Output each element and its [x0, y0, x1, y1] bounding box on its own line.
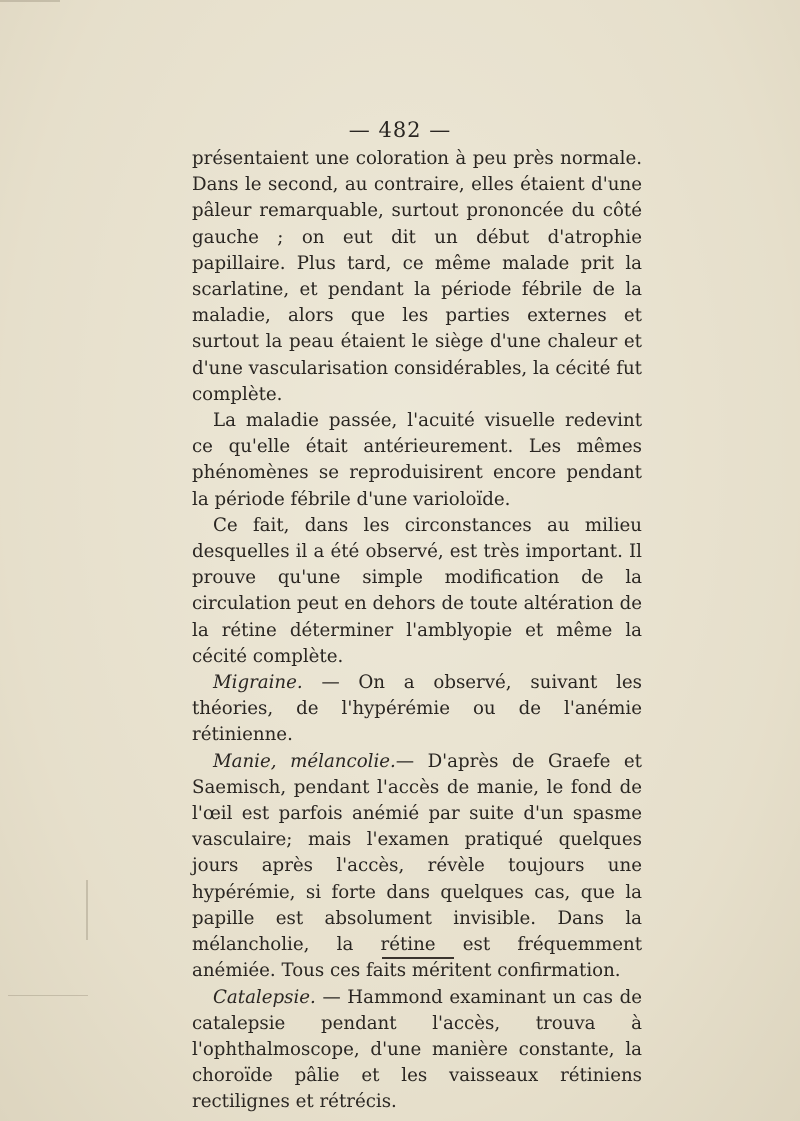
paragraph-migraine-text: — On a observé, suivant les théories, de l'hypérémie ou de l'anémie rétinienne. — [192, 672, 642, 746]
paragraph-2-text: La maladie passée, l'acuité visuelle redevint ce qu'elle était antérieurement. Les mêmes phénomènes se reproduisirent encore pendant la période fébrile d'une varioloïde. — [192, 410, 642, 510]
paragraph-1 — [192, 146, 642, 408]
paragraph-3-text: Ce fait, dans les circonstances au milieu desquelles il a été observé, est très important. Il prouve qu'une simple modification de la circulation peut en dehors de toute altération de la rétine déterminer l'amblyopie et même la cécité complète. — [192, 514, 642, 667]
paragraph-manie — [192, 749, 642, 985]
paragraph-1-text: présentaient une coloration à peu près normale. Dans le second, au contraire, elles étaient d'une pâleur remarquable, surtout prononcée du côté gauche ; on eut dit un début d'atrophie papillaire. Plus tard, ce même malade prit la scarlatine, et pendant la période fébrile de la maladie, alors que les parties externes et surtout la peau étaient le siège d'une chaleur et d'une vascularisation considérables, la cécité fut complète. — [192, 148, 642, 405]
body-text — [192, 146, 642, 1116]
heading-manie-melancolie: Manie, mélancolie. — [213, 750, 396, 772]
left-edge-dash — [8, 995, 88, 996]
paragraph-3 — [192, 513, 642, 670]
paragraph-catalepsie — [192, 985, 642, 1116]
end-rule — [382, 957, 454, 959]
paragraph-2 — [192, 408, 642, 513]
top-corner-mark — [0, 0, 60, 2]
heading-migraine: Migraine. — [213, 672, 303, 694]
page-number: — 482 — — [348, 118, 452, 142]
heading-catalepsie: Catalepsie. — [213, 986, 316, 1008]
paragraph-catalepsie-text: — Hammond examinant un cas de catalepsie pendant l'accès, trouva à l'ophthalmoscope, d'une manière constante, la choroïde pâlie et les vaisseaux rétiniens rectilignes et rétrécis. — [192, 986, 642, 1113]
paragraph-migraine — [192, 670, 642, 749]
left-edge-mark — [86, 880, 88, 940]
paragraph-manie-text: — D'après de Graefe et Saemisch, pendant l'accès de manie, le fond de l'œil est parfois anémié par suite d'un spasme vasculaire; mais l'examen pratiqué quelques jours après l'accès, révèle toujours une hypérémie, si forte dans quelques cas, que la papille est absolument invisible. Dans la mélancholie, la rétine est fréquemment anémiée. Tous ces faits méritent confirmation. — [192, 750, 642, 982]
